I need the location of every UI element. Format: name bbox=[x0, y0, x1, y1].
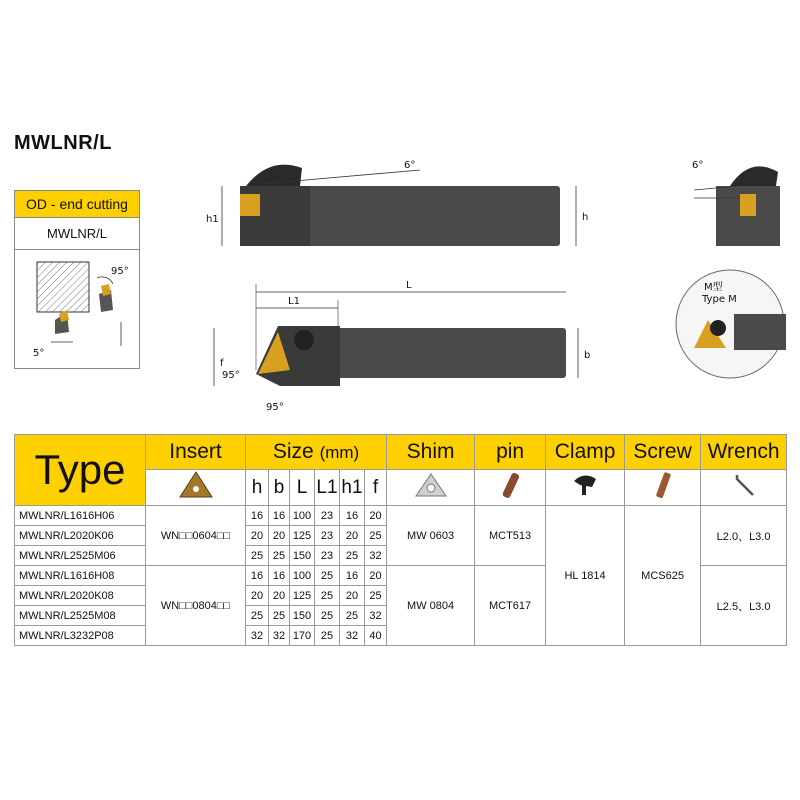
pin-group2: MCT617 bbox=[475, 566, 546, 646]
angle-b-label: 95° bbox=[266, 402, 284, 413]
value-cell: 25 bbox=[340, 546, 365, 566]
type-m-detail bbox=[674, 268, 786, 380]
shank-top-shape bbox=[330, 328, 566, 378]
shim-group1: MW 0603 bbox=[387, 506, 475, 566]
insert-header: Insert bbox=[146, 435, 246, 470]
angle-a-label: 95° bbox=[222, 370, 240, 381]
value-cell: 23 bbox=[315, 526, 340, 546]
value-cell: 40 bbox=[365, 626, 387, 646]
value-cell: 25 bbox=[315, 626, 340, 646]
size-col-f: f bbox=[365, 470, 387, 506]
detail-label-cn: M型 bbox=[704, 282, 723, 293]
type-header: Type bbox=[15, 435, 146, 506]
wrench-header: Wrench bbox=[701, 435, 787, 470]
value-cell: 20 bbox=[246, 526, 269, 546]
screw-header: Screw bbox=[625, 435, 701, 470]
model-cell: MWLNR/L2525M06 bbox=[15, 546, 146, 566]
shim-header: Shim bbox=[387, 435, 475, 470]
wrench-icon bbox=[727, 471, 761, 499]
size-col-L: L bbox=[290, 470, 315, 506]
side-angle-label: 6° bbox=[404, 160, 416, 171]
wrench-image-cell bbox=[701, 470, 787, 506]
h1-label: h1 bbox=[206, 214, 219, 225]
value-cell: 20 bbox=[365, 566, 387, 586]
od-sketch-drawing bbox=[15, 250, 139, 368]
value-cell: 32 bbox=[246, 626, 269, 646]
screw-value: MCS625 bbox=[625, 506, 701, 646]
detail-screw-shape bbox=[710, 320, 726, 336]
top-view-drawing bbox=[200, 270, 620, 420]
value-cell: 20 bbox=[269, 526, 290, 546]
shim-image-cell bbox=[387, 470, 475, 506]
od-heading: OD - end cutting bbox=[15, 191, 139, 218]
value-cell: 25 bbox=[365, 586, 387, 606]
shim-group2: MW 0804 bbox=[387, 566, 475, 646]
value-cell: 25 bbox=[315, 586, 340, 606]
value-cell: 16 bbox=[340, 566, 365, 586]
wrench-group2: L2.5、L3.0 bbox=[701, 566, 787, 646]
insert-group2: WN□□0804□□ bbox=[146, 566, 246, 646]
end-clamp-shape bbox=[730, 166, 778, 186]
clamp-header: Clamp bbox=[546, 435, 625, 470]
value-cell: 100 bbox=[290, 566, 315, 586]
shank-side-shape bbox=[298, 186, 560, 246]
value-cell: 20 bbox=[340, 526, 365, 546]
size-header: Size (mm) bbox=[246, 435, 387, 470]
side-view-drawing bbox=[200, 150, 620, 260]
value-cell: 170 bbox=[290, 626, 315, 646]
value-cell: 20 bbox=[269, 586, 290, 606]
value-cell: 25 bbox=[269, 546, 290, 566]
od-angle-bottom: 5° bbox=[33, 348, 45, 359]
size-col-b: b bbox=[269, 470, 290, 506]
wrench-group1: L2.0、L3.0 bbox=[701, 506, 787, 566]
insert-side-shape bbox=[240, 194, 260, 216]
pin-image-cell bbox=[475, 470, 546, 506]
value-cell: 20 bbox=[246, 586, 269, 606]
size-col-h: h bbox=[246, 470, 269, 506]
insert-icon bbox=[178, 470, 214, 500]
clamp-value: HL 1814 bbox=[546, 506, 625, 646]
value-cell: 25 bbox=[365, 526, 387, 546]
value-cell: 16 bbox=[269, 506, 290, 526]
model-cell: MWLNR/L1616H06 bbox=[15, 506, 146, 526]
value-cell: 32 bbox=[365, 546, 387, 566]
L1-label: L1 bbox=[288, 296, 300, 307]
value-cell: 20 bbox=[365, 506, 387, 526]
value-cell: 25 bbox=[315, 606, 340, 626]
od-model-label: MWLNR/L bbox=[15, 218, 139, 250]
value-cell: 20 bbox=[340, 586, 365, 606]
shim-icon bbox=[414, 472, 448, 498]
page-title: MWLNR/L bbox=[14, 132, 112, 154]
value-cell: 16 bbox=[269, 566, 290, 586]
workpiece-shape bbox=[37, 262, 89, 312]
b-label: b bbox=[584, 350, 591, 361]
value-cell: 16 bbox=[340, 506, 365, 526]
table-row bbox=[15, 506, 787, 526]
value-cell: 16 bbox=[246, 506, 269, 526]
value-cell: 25 bbox=[246, 606, 269, 626]
model-cell: MWLNR/L3232P08 bbox=[15, 626, 146, 646]
pin-group1: MCT513 bbox=[475, 506, 546, 566]
value-cell: 25 bbox=[246, 546, 269, 566]
value-cell: 150 bbox=[290, 606, 315, 626]
pin-header: pin bbox=[475, 435, 546, 470]
value-cell: 25 bbox=[315, 566, 340, 586]
clamp-image-cell bbox=[546, 470, 625, 506]
end-angle-label: 6° bbox=[692, 160, 704, 171]
h-label: h bbox=[582, 212, 589, 223]
value-cell: 25 bbox=[269, 606, 290, 626]
value-cell: 150 bbox=[290, 546, 315, 566]
model-cell: MWLNR/L2020K06 bbox=[15, 526, 146, 546]
value-cell: 16 bbox=[246, 566, 269, 586]
value-cell: 100 bbox=[290, 506, 315, 526]
screw-image-cell bbox=[625, 470, 701, 506]
L-label: L bbox=[406, 280, 412, 291]
end-view-drawing bbox=[680, 150, 790, 260]
value-cell: 32 bbox=[365, 606, 387, 626]
model-cell: MWLNR/L2525M08 bbox=[15, 606, 146, 626]
spec-table bbox=[14, 434, 787, 646]
value-cell: 32 bbox=[269, 626, 290, 646]
f-label: f bbox=[220, 358, 224, 369]
value-cell: 23 bbox=[315, 506, 340, 526]
size-col-h1: h1 bbox=[340, 470, 365, 506]
value-cell: 125 bbox=[290, 526, 315, 546]
od-sketch bbox=[15, 250, 139, 368]
pin-icon bbox=[493, 470, 527, 500]
screw-icon bbox=[646, 470, 680, 500]
clamp-screw-shape bbox=[294, 330, 314, 350]
end-insert-shape bbox=[740, 194, 756, 216]
insert-group1: WN□□0604□□ bbox=[146, 506, 246, 566]
value-cell: 25 bbox=[340, 606, 365, 626]
value-cell: 32 bbox=[340, 626, 365, 646]
model-cell: MWLNR/L2020K08 bbox=[15, 586, 146, 606]
clamp-icon bbox=[568, 471, 602, 499]
size-col-L1: L1 bbox=[315, 470, 340, 506]
value-cell: 23 bbox=[315, 546, 340, 566]
value-cell: 125 bbox=[290, 586, 315, 606]
od-angle-top: 95° bbox=[111, 266, 129, 277]
model-cell: MWLNR/L1616H08 bbox=[15, 566, 146, 586]
od-end-cutting-panel bbox=[14, 190, 140, 369]
detail-label-en: Type M bbox=[702, 294, 737, 305]
detail-body-shape bbox=[734, 314, 786, 350]
insert-image-cell bbox=[146, 470, 246, 506]
